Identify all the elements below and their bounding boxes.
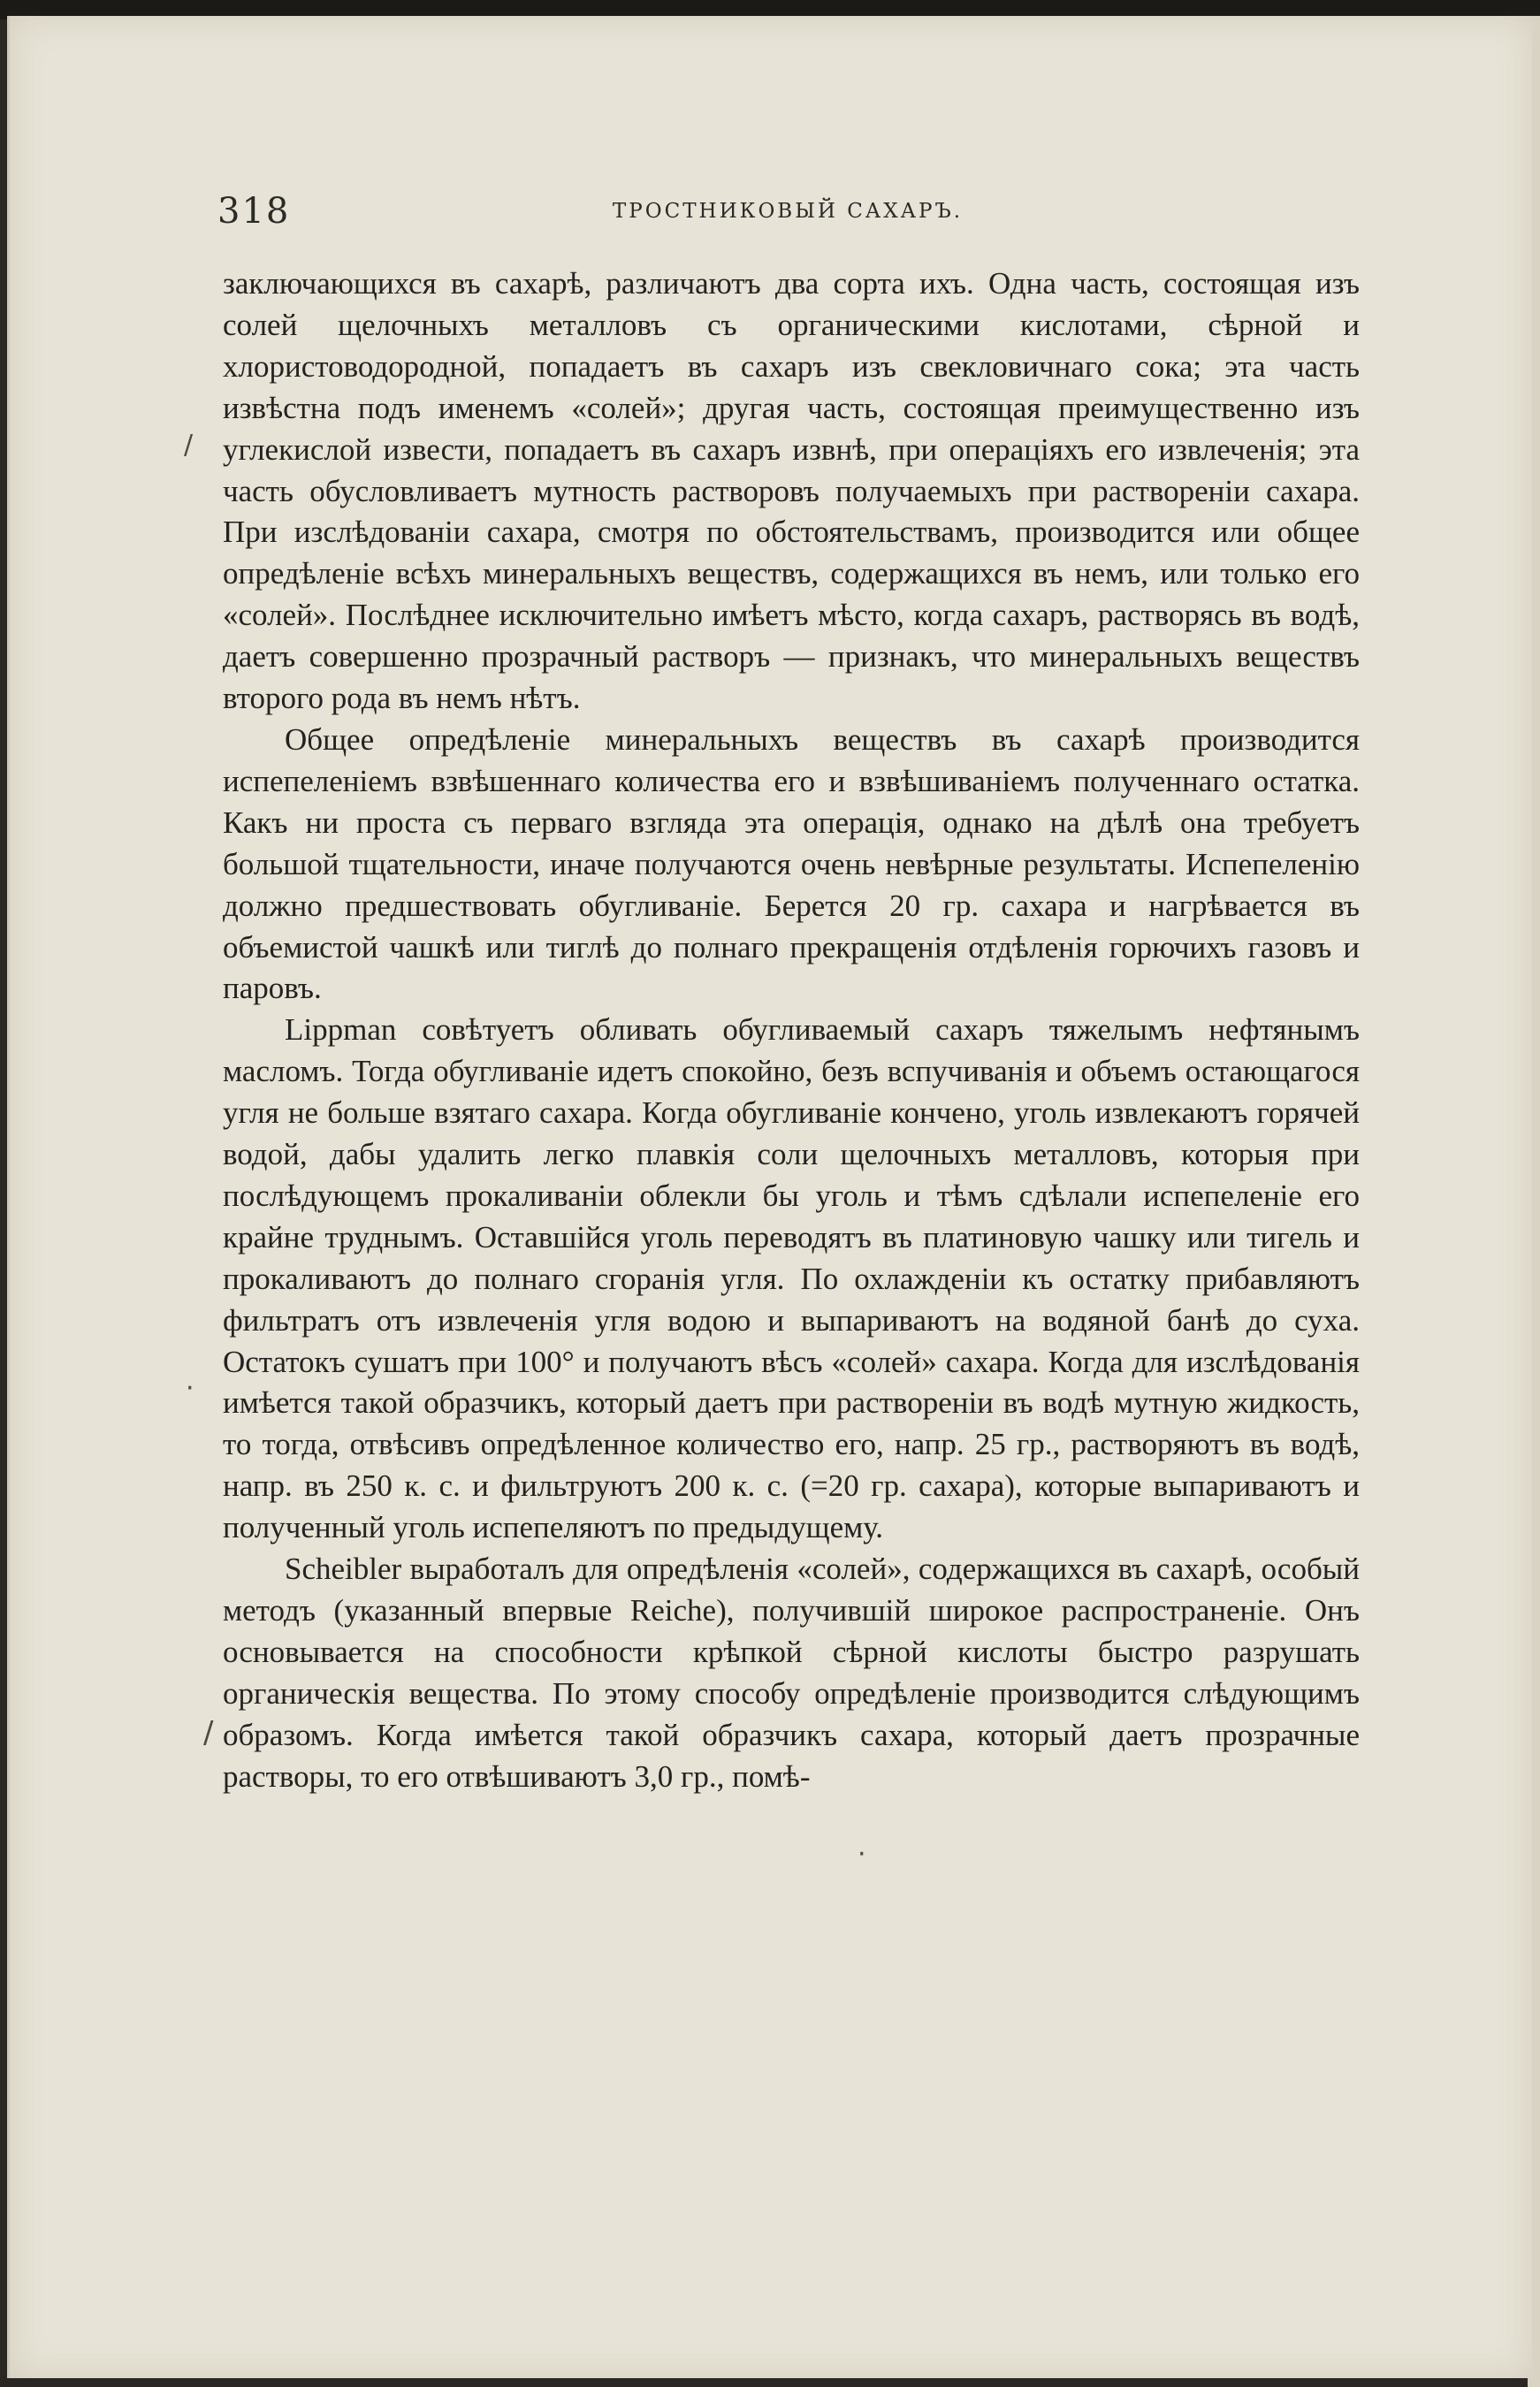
margin-mark-2: /: [203, 1715, 214, 1750]
page-number: 318: [217, 191, 291, 232]
body-text: [223, 263, 1360, 1798]
margin-mark-4: ·: [858, 1839, 866, 1870]
margin-mark-1: /: [184, 430, 194, 461]
running-title: ТРОСТНИКОВЫЙ САХАРЪ.: [612, 200, 964, 223]
page-header: [217, 191, 1358, 244]
margin-mark-3: ·: [186, 1373, 194, 1404]
paragraph-3: Lippman совѣтуетъ обливать обугливаемый сахаръ тяжелымъ нефтянымъ масломъ. Тогда обугливаніе идетъ спокойно, безъ вспучиванія и объемъ остающагося угля не больше взятаго сахара. Когда обугливаніе кончено, уголь извлекаютъ горячей водой, дабы удалить легко плавкія соли щелочныхъ металловъ, которыя при послѣдующемъ прокаливаніи облекли бы уголь и тѣмъ сдѣлали испепеленіе его крайне труднымъ. Оставшійся уголь переводятъ въ платиновую чашку или тигель и прокаливаютъ до полнаго сгоранія угля. По охлажденіи къ остатку прибавляютъ фильтратъ отъ извлеченія угля водою и выпариваютъ на водяной банѣ до суха. Остатокъ сушатъ при 100° и получаютъ вѣсъ «солей» сахара. Когда для изслѣдованія имѣется такой образчикъ, который даетъ при раствореніи въ водѣ мутную жидкость, то тогда, отвѣсивъ опредѣленное количество его, напр. 25 гр., растворяютъ въ водѣ, напр. въ 250 к. с. и фильтруютъ 200 к. с. (=20 гр. сахара), которые выпариваютъ и полученный уголь испепеляютъ по предыдущему.: [223, 1012, 1360, 1545]
paragraph-1: заключающихся въ сахарѣ, различаютъ два сорта ихъ. Одна часть, состоящая изъ солей щелочныхъ металловъ съ органическими кислотами, сѣрной и хлористоводородной, попадаетъ въ сахаръ изъ свекловичнаго сока; эта часть извѣстна подъ именемъ «солей»; другая часть, состоящая преимущественно изъ углекислой извести, попадаетъ въ сахаръ извнѣ, при операціяхъ его извлеченія; эта часть обусловливаетъ мутность растворовъ получаемыхъ при раствореніи сахара. При изслѣдованіи сахара, смотря по обстоятельствамъ, производится или общее опредѣленіе всѣхъ минеральныхъ веществъ, содержащихся въ немъ, или только его «солей». Послѣднее исключительно имѣетъ мѣсто, когда сахаръ, растворясь въ водѣ, даетъ совершенно прозрачный растворъ — признакъ, что минеральныхъ веществъ второго рода въ немъ нѣтъ.: [223, 266, 1360, 716]
paragraph-4: Scheibler выработалъ для опредѣленія «солей», содержащихся въ сахарѣ, особый методъ (указанный впервые Reiche), получившій широкое распространеніе. Онъ основывается на способности крѣпкой сѣрной кислоты быстро разрушать органическія вещества. По этому способу опредѣленіе производится слѣдующимъ образомъ. Когда имѣется такой образчикъ сахара, который даетъ прозрачные растворы, то его отвѣшиваютъ 3,0 гр., помѣ-: [223, 1552, 1360, 1794]
paragraph-2: Общее опредѣленіе минеральныхъ веществъ въ сахарѣ производится испепеленіемъ взвѣшеннаго количества его и взвѣшиваніемъ полученнаго остатка. Какъ ни проста съ перваго взгляда эта операція, однако на дѣлѣ она требуетъ большой тщательности, иначе получаются очень невѣрные результаты. Испепеленію должно предшествовать обугливаніе. Берется 20 гр. сахара и нагрѣвается въ объемистой чашкѣ или тиглѣ до полнаго прекращенія отдѣленія горючихъ газовъ и паровъ.: [223, 721, 1360, 1006]
